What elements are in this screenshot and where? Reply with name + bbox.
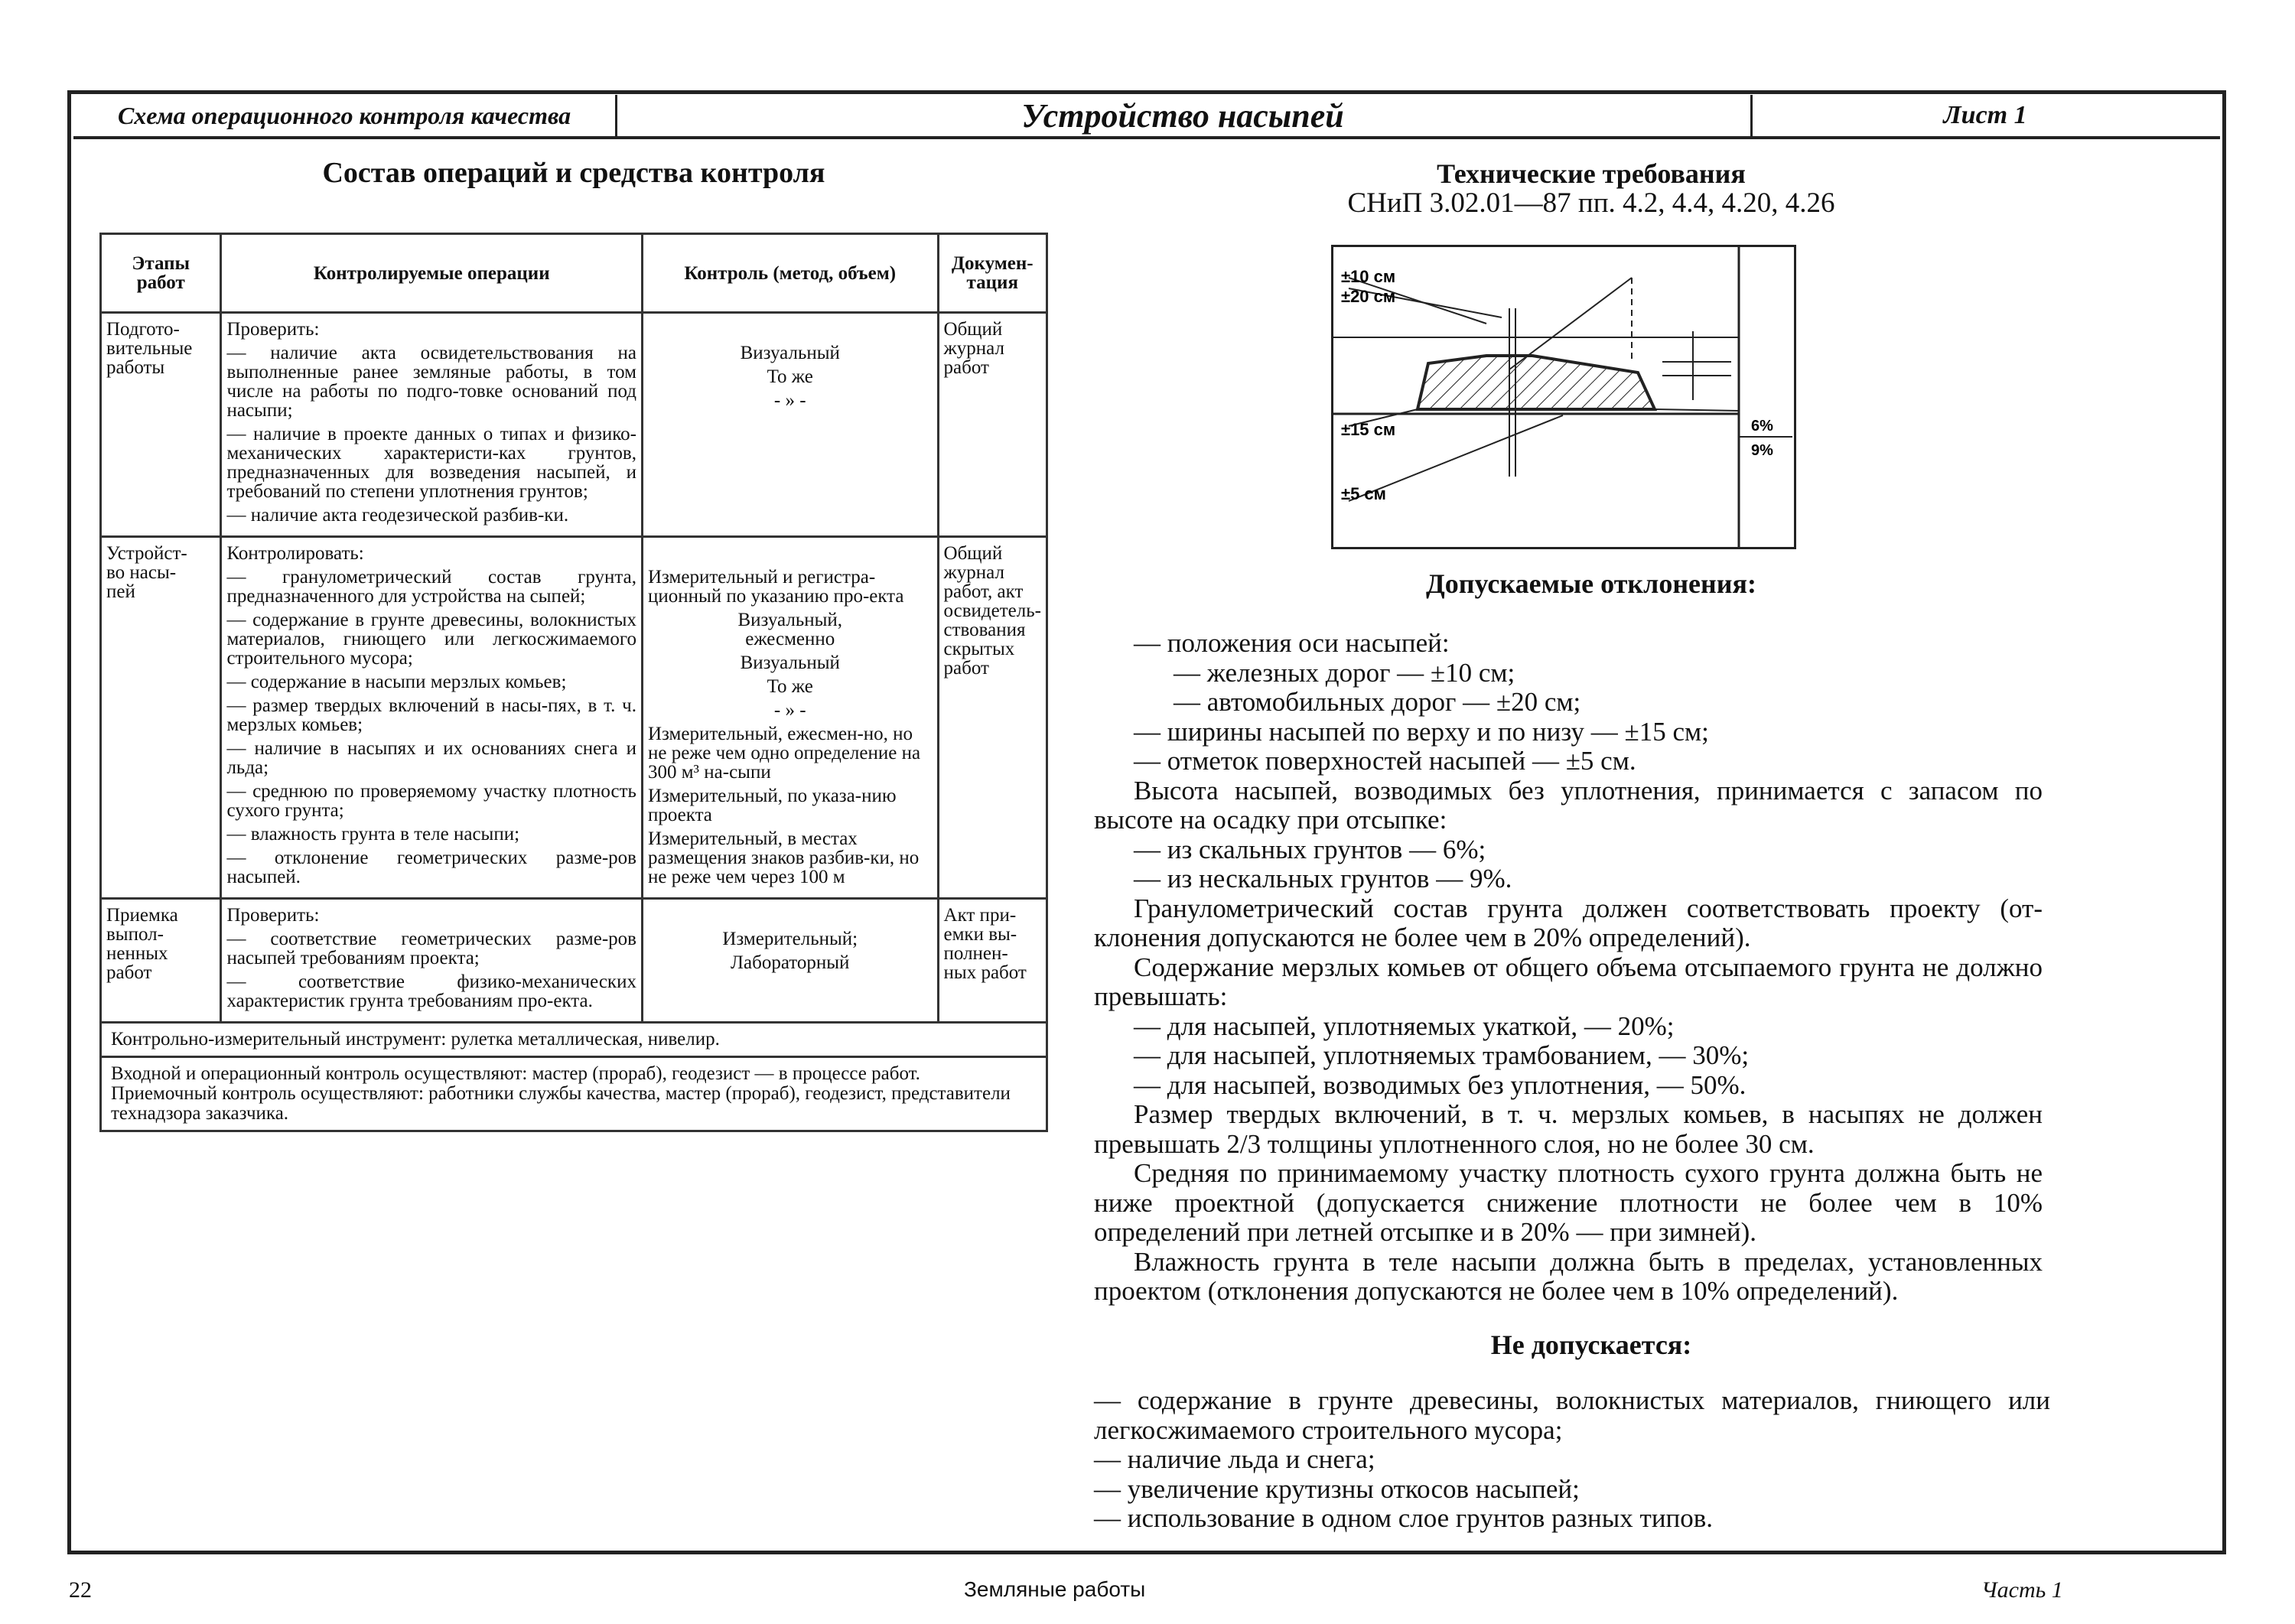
documentation-cell: Общий журнал работ, акт освидетель- ствования скрытых работ bbox=[938, 537, 1047, 899]
operation-item: — наличие акта освидетельствования на выполненные ранее земляные работы, в том числе на работы по подго-товке оснований под насыпи; bbox=[226, 343, 636, 421]
control-note bbox=[99, 1058, 1048, 1132]
operation-item: — наличие в проекте данных о типах и физико-механических характеристи-ках грунтов, предназначенных для возведения насыпей, и требований по степени уплотнения грунтов; bbox=[226, 424, 636, 502]
control-item: Лабораторный bbox=[731, 952, 850, 973]
section-name: Земляные работы bbox=[964, 1577, 1146, 1601]
label-20cm: ±20 см bbox=[1341, 287, 1396, 306]
col-header-control: Контроль (метод, объем) bbox=[642, 234, 938, 313]
not-allowed-title: Не допускается: bbox=[1490, 1329, 1692, 1360]
not-allowed-item: — использование в одном слое грунтов разных типов. bbox=[1094, 1503, 1714, 1533]
col-header-documentation: Докумен- тация bbox=[938, 234, 1047, 313]
table-row bbox=[101, 537, 1047, 899]
dev-paragraph: Влажность грунта в теле насыпи должна быть в пределах, установленных проектом (отклонения допускаются не более чем в 10% определений). bbox=[1094, 1246, 2043, 1306]
label-10cm: ±10 см bbox=[1341, 267, 1396, 286]
operation-item: — соответствие геометрических разме-ров насыпей требованиям проекта; bbox=[226, 929, 636, 968]
label-5cm: ±5 см bbox=[1341, 484, 1386, 503]
table-row bbox=[101, 899, 1047, 1023]
embankment-body bbox=[1418, 356, 1655, 409]
operation-item: — содержание в насыпи мерзлых комьев; bbox=[226, 672, 567, 692]
part-label: Часть 1 bbox=[1981, 1577, 2063, 1603]
col-header-operations: Контролируемые операции bbox=[221, 234, 643, 313]
scheme-label: Схема операционного контроля качества bbox=[73, 95, 617, 136]
table-row bbox=[101, 313, 1047, 537]
label-9pct: 9% bbox=[1751, 442, 1773, 459]
stage-cell: Приемка выпол- ненных работ bbox=[101, 899, 221, 1023]
col-header-stages: Этапы работ bbox=[101, 234, 221, 313]
control-cell bbox=[642, 313, 938, 537]
not-allowed-item: — увеличение крутизны откосов насыпей; bbox=[1094, 1473, 1580, 1504]
not-allowed-item: — содержание в грунте древесины, волокнистых материалов, гниющего или легкосжимаемого строительного мусора; bbox=[1094, 1385, 2050, 1445]
operations-cell bbox=[221, 899, 643, 1023]
tech-requirements-ref: СНиП 3.02.01—87 пп. 4.2, 4.4, 4.20, 4.26 bbox=[1347, 187, 1835, 219]
dev-paragraph: Размер твердых включений, в т. ч. мерзлых комьев, в насыпях не должен превышать 2/3 толщины уплотненного слоя, но не более 30 см. bbox=[1094, 1099, 2043, 1159]
dev-item: — железных дорог — ±10 см; bbox=[1174, 657, 1515, 688]
control-item: Измерительный, по указа-нию проекта bbox=[647, 786, 897, 825]
control-item: Измерительный; bbox=[722, 929, 858, 949]
control-note-line-1: Входной и операционный контроль осуществляют: мастер (прораб), геодезист — в процессе работ. bbox=[111, 1063, 920, 1084]
documentation-cell: Общий журнал работ bbox=[938, 313, 1047, 537]
dev-item: — положения оси насыпей: bbox=[1134, 628, 1450, 658]
operations-intro: Проверить: bbox=[226, 905, 320, 926]
not-allowed-text bbox=[1094, 1386, 2050, 1534]
dev-item: — из скальных грунтов — 6%; bbox=[1134, 834, 1486, 864]
sheet-header bbox=[73, 95, 2220, 139]
sheet-title: Устройство насыпей bbox=[615, 95, 1753, 136]
control-item: Измерительный, в местах размещения знаков разбив-ки, но не реже чем через 100 м bbox=[647, 828, 920, 887]
dev-paragraph: Высота насыпей, возводимых без уплотнения, принимается с запасом по высоте на осадку при отсыпке: bbox=[1094, 775, 2043, 835]
control-item: Измерительный и регистра-ционный по указанию про-екта bbox=[647, 567, 904, 607]
operations-intro: Проверить: bbox=[226, 319, 320, 340]
label-6pct: 6% bbox=[1751, 418, 1773, 434]
control-item: Визуальный bbox=[740, 653, 840, 673]
operations-title: Состав операций и средства контроля bbox=[322, 157, 825, 189]
operation-item: — гранулометрический состав грунта, предназначенного для устройства на сыпей; bbox=[226, 567, 636, 607]
control-item: То же bbox=[767, 366, 813, 387]
sheet-number: Лист 1 bbox=[1943, 101, 2027, 129]
control-cell bbox=[642, 537, 938, 899]
deviations-title: Допускаемые отклонения: bbox=[1426, 568, 1756, 599]
dev-paragraph: Средняя по принимаемому участку плотность сухого грунта должна быть не ниже проектной (допускается снижение плотности не более чем в 10% определений при летней отсыпке и в 20% — при зимней). bbox=[1094, 1158, 2043, 1247]
control-item: Измерительный, ежесмен-но, но не реже чем одно определение на 300 м³ на-сыпи bbox=[647, 724, 921, 783]
not-allowed-item: — наличие льда и снега; bbox=[1094, 1444, 1375, 1474]
embankment-diagram bbox=[1331, 245, 1796, 549]
control-item: То же bbox=[767, 676, 813, 697]
operation-item: — наличие в насыпях и их основаниях снега и льда; bbox=[226, 738, 636, 778]
operation-item: — влажность грунта в теле насыпи; bbox=[226, 824, 520, 845]
operations-cell bbox=[221, 313, 643, 537]
operation-item: — содержание в грунте древесины, волокнистых материалов, гниющего или легкосжимаемого строительного мусора; bbox=[226, 610, 636, 669]
control-item: - » - bbox=[773, 700, 806, 721]
dev-item: — для насыпей, возводимых без уплотнения, — 50%. bbox=[1134, 1069, 1746, 1100]
tech-requirements-title: Технические требования bbox=[1437, 158, 1746, 189]
label-15cm: ±15 см bbox=[1341, 420, 1396, 439]
operation-item: — размер твердых включений в насы-пях, в т. ч. мерзлых комьев; bbox=[226, 695, 636, 735]
control-item: Визуальный, ежесменно bbox=[737, 610, 843, 649]
deviations-text bbox=[1094, 629, 2043, 1307]
dev-item: — для насыпей, уплотняемых укаткой, — 20%; bbox=[1134, 1011, 1675, 1041]
dev-paragraph: Гранулометрический состав грунта должен соответствовать проекту (от-клонения допускаются не более чем в 20% определений). bbox=[1094, 893, 2043, 952]
operation-item: — соответствие физико-механических характеристик грунта требованиям про-екта. bbox=[226, 971, 636, 1011]
dev-paragraph: Содержание мерзлых комьев от общего объема отсыпаемого грунта не должно превышать: bbox=[1094, 952, 2043, 1011]
dev-item: — отметок поверхностей насыпей — ±5 см. bbox=[1134, 746, 1636, 776]
control-item: Визуальный bbox=[740, 343, 840, 363]
instrument-note: Контрольно-измерительный инструмент: рулетка металлическая, нивелир. bbox=[99, 1024, 1048, 1058]
control-item: - » - bbox=[773, 390, 806, 411]
embankment-svg bbox=[1333, 247, 1794, 547]
stage-cell: Устройст- во насы- пей bbox=[101, 537, 221, 899]
dev-item: — ширины насыпей по верху и по низу — ±15 см; bbox=[1134, 716, 1709, 747]
stage-cell: Подгото- вительные работы bbox=[101, 313, 221, 537]
operation-item: — среднюю по проверяемому участку плотность сухого грунта; bbox=[226, 781, 636, 821]
operations-intro: Контролировать: bbox=[226, 543, 364, 564]
operation-item: — наличие акта геодезической разбив-ки. bbox=[226, 505, 569, 526]
operation-item: — отклонение геометрических разме-ров насыпей. bbox=[226, 848, 636, 887]
operations-table bbox=[99, 233, 1048, 1024]
dev-item: — для насыпей, уплотняемых трамбованием, — 30%; bbox=[1134, 1040, 1750, 1070]
page-number: 22 bbox=[69, 1577, 92, 1603]
control-note-line-2: Приемочный контроль осуществляют: работники службы качества, мастер (прораб), геодезист, представители технадзора заказчика. bbox=[111, 1083, 1011, 1124]
documentation-cell: Акт при- емки вы- полнен- ных работ bbox=[938, 899, 1047, 1023]
dev-item: — автомобильных дорог — ±20 см; bbox=[1174, 687, 1581, 717]
dev-item: — из нескальных грунтов — 9%. bbox=[1134, 864, 1512, 893]
control-cell bbox=[642, 899, 938, 1023]
operations-cell bbox=[221, 537, 643, 899]
